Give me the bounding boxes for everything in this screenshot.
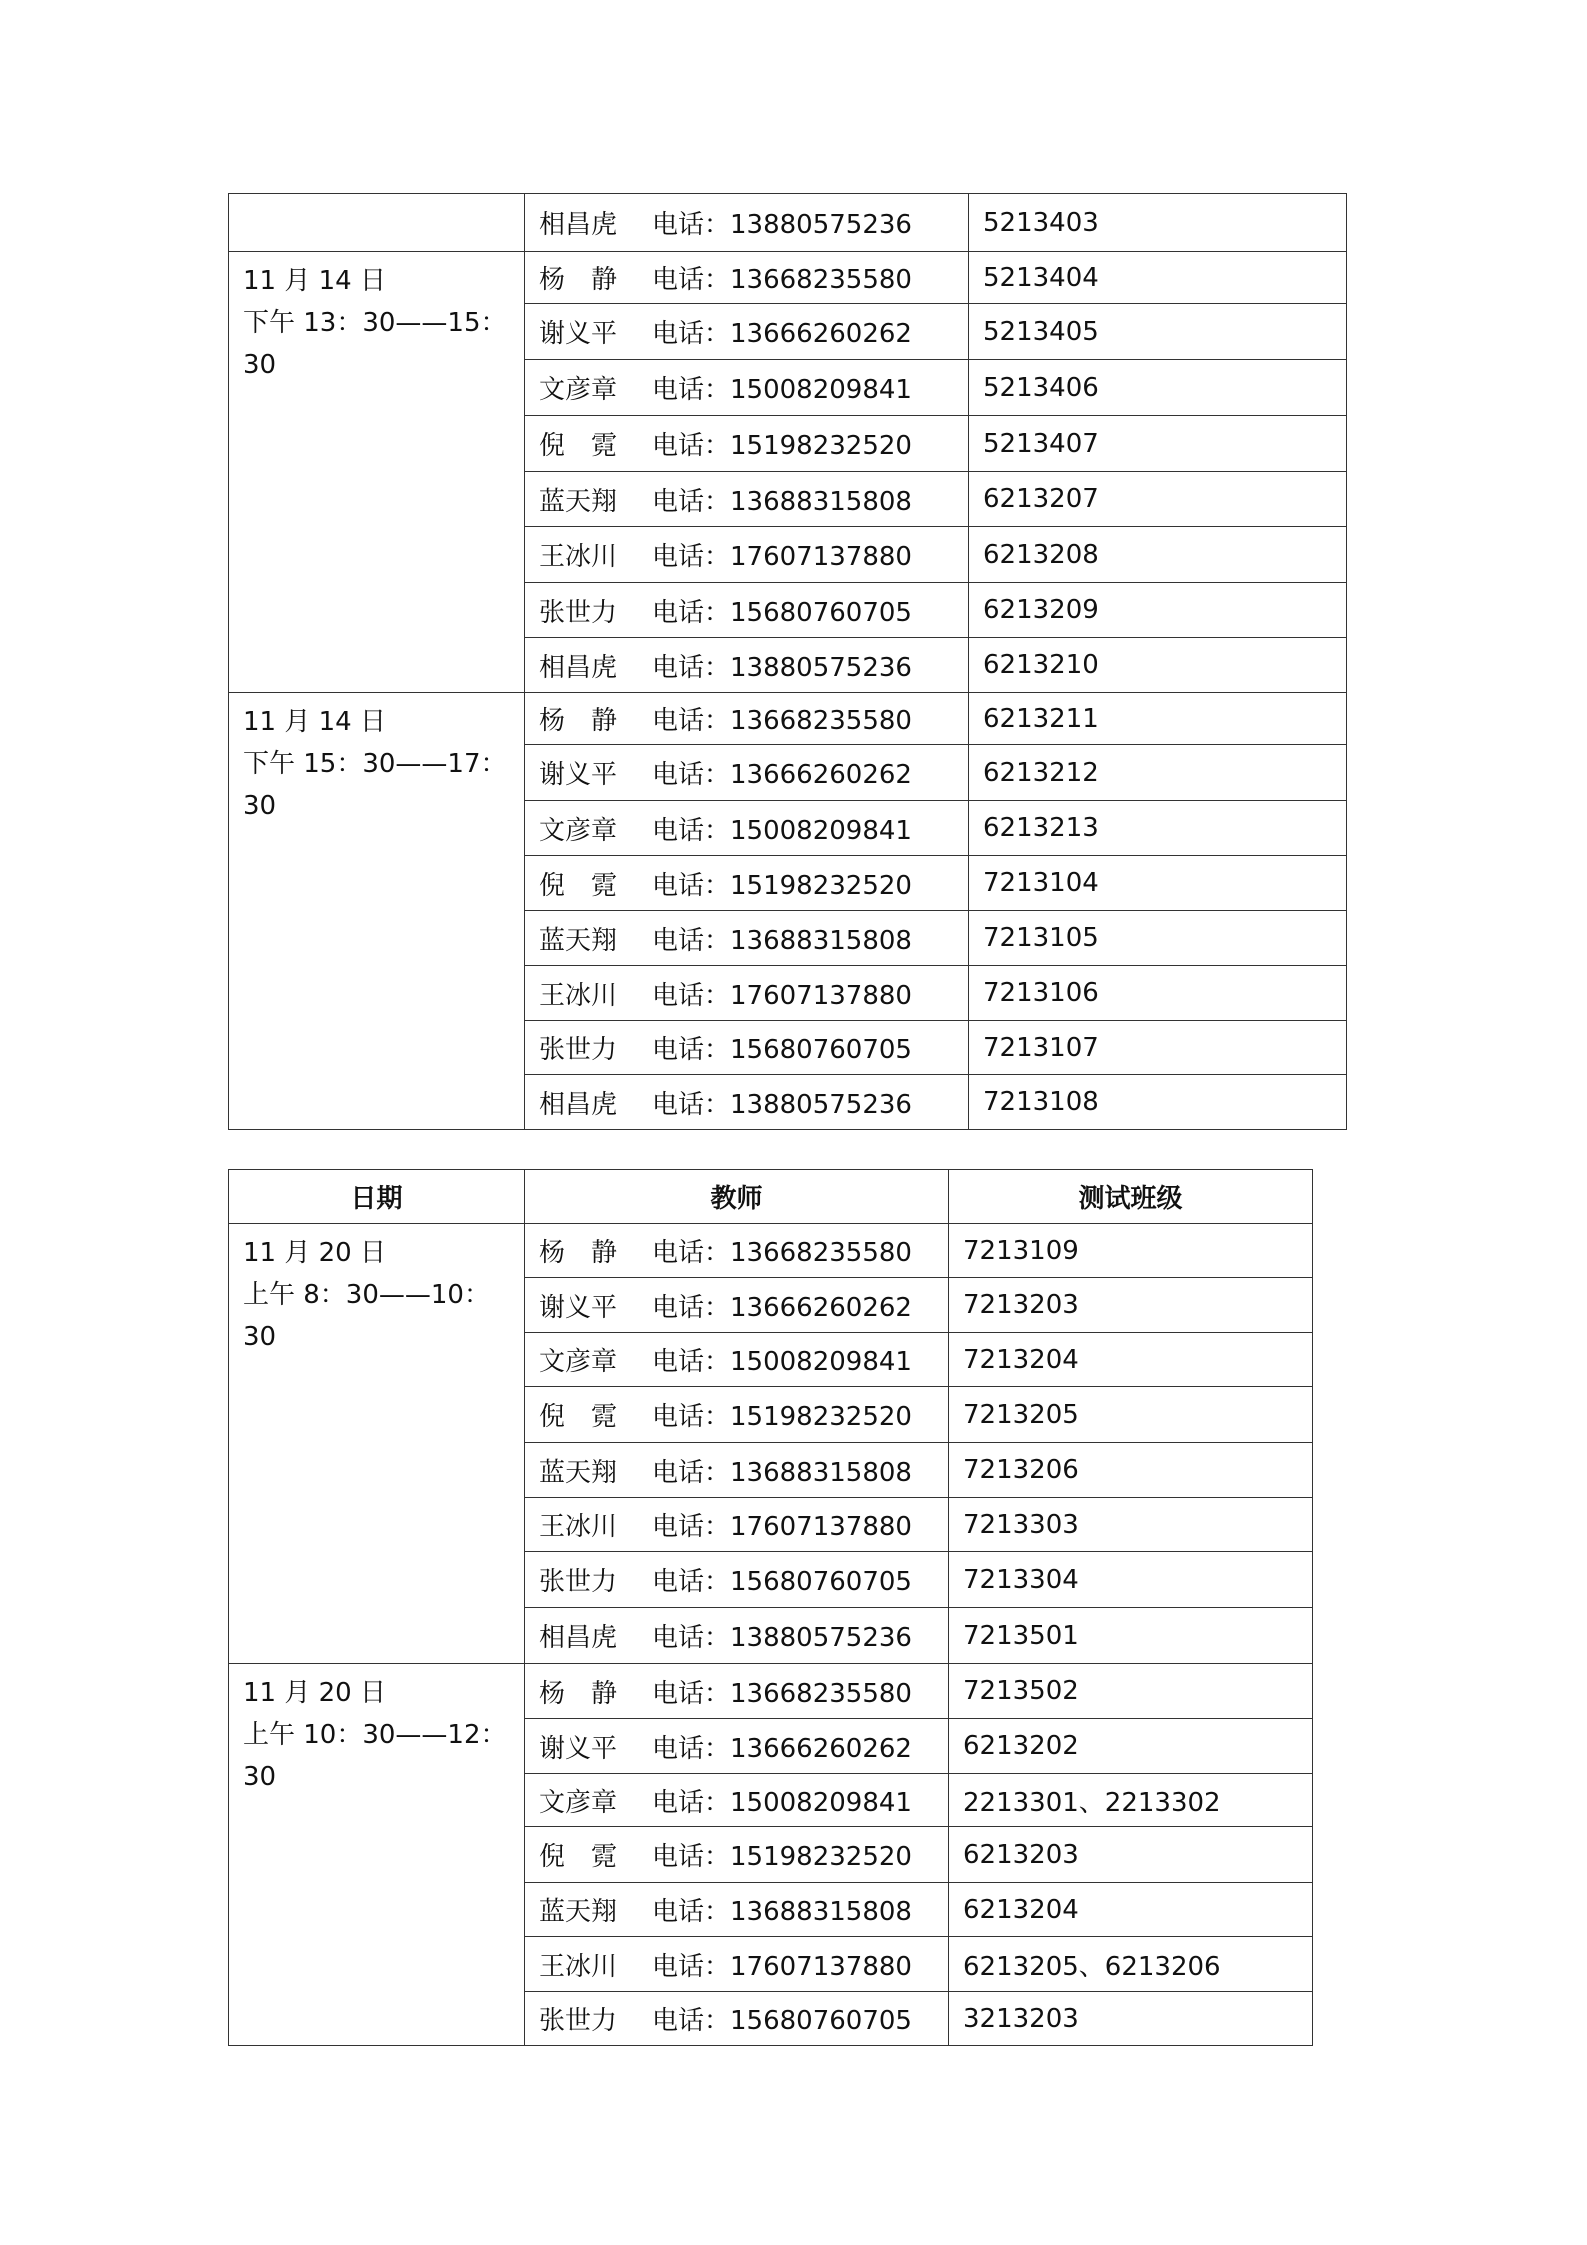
teacher-name: 杨 静 xyxy=(539,1238,618,1268)
teacher-name: 杨 静 xyxy=(539,706,618,736)
teacher-phone: 电话：15680760705 xyxy=(652,1035,912,1065)
teacher-phone: 电话：15680760705 xyxy=(652,2006,912,2036)
teacher-cell xyxy=(525,1075,969,1130)
test-class-cell: 6213211 xyxy=(969,693,1347,745)
date-cell xyxy=(229,194,525,252)
time-range: 上午 8：30——10：30 xyxy=(243,1280,490,1352)
date-cell xyxy=(229,693,525,1130)
teacher-name: 蓝天翔 xyxy=(539,1457,618,1488)
test-class-cell: 6213202 xyxy=(949,1719,1313,1774)
teacher-cell xyxy=(525,1498,949,1552)
teacher-phone: 电话：13880575236 xyxy=(652,1089,912,1120)
teacher-cell xyxy=(525,745,969,801)
teacher-cell xyxy=(525,194,969,252)
teacher-cell xyxy=(525,360,969,416)
teacher-cell xyxy=(525,801,969,856)
teacher-name: 倪 霓 xyxy=(539,431,618,461)
teacher-phone: 电话：13880575236 xyxy=(652,652,912,683)
teacher-cell xyxy=(525,638,969,693)
teacher-phone: 电话：15198232520 xyxy=(652,1842,912,1872)
teacher-phone: 电话：13688315808 xyxy=(652,925,912,956)
teacher-cell xyxy=(525,1333,949,1387)
date-cell xyxy=(229,1664,525,2046)
test-class-cell: 5213403 xyxy=(969,194,1347,252)
schedule-table xyxy=(228,1169,1313,2046)
test-class-cell: 6213205、6213206 xyxy=(949,1937,1313,1992)
test-class-cell: 7213105 xyxy=(969,911,1347,966)
teacher-name: 蓝天翔 xyxy=(539,925,618,956)
date-day: 11 月 20 日 xyxy=(243,1678,386,1708)
teacher-cell xyxy=(525,527,969,583)
header-test-class: 测试班级 xyxy=(949,1170,1313,1224)
teacher-name: 文彦章 xyxy=(539,1347,618,1377)
teacher-cell xyxy=(525,583,969,638)
date-cell xyxy=(229,252,525,693)
teacher-phone: 电话：17607137880 xyxy=(652,542,912,572)
header-teacher: 教师 xyxy=(525,1170,949,1224)
header-row xyxy=(229,1170,1313,1224)
teacher-cell xyxy=(525,1278,949,1333)
teacher-phone: 电话：15008209841 xyxy=(652,1347,912,1377)
teacher-name: 王冰川 xyxy=(539,1512,618,1542)
table-row xyxy=(229,1224,1313,1278)
teacher-name: 谢义平 xyxy=(539,319,618,349)
teacher-phone: 电话：15198232520 xyxy=(652,431,912,461)
test-class-cell: 5213406 xyxy=(969,360,1347,416)
teacher-phone: 电话：15008209841 xyxy=(652,375,912,405)
teacher-phone: 电话：13880575236 xyxy=(652,210,912,240)
teacher-cell xyxy=(525,1992,949,2046)
time-range: 下午 13：30——15：30 xyxy=(243,308,507,380)
teacher-cell xyxy=(525,304,969,360)
test-class-cell: 3213203 xyxy=(949,1992,1313,2046)
teacher-name: 文彦章 xyxy=(539,815,618,846)
test-class-cell: 6213213 xyxy=(969,801,1347,856)
table-row xyxy=(229,693,1347,745)
teacher-phone: 电话：15198232520 xyxy=(652,1402,912,1432)
teacher-name: 蓝天翔 xyxy=(539,486,618,517)
teacher-cell xyxy=(525,911,969,966)
test-class-cell: 7213108 xyxy=(969,1075,1347,1130)
teacher-phone: 电话：13666260262 xyxy=(652,760,912,790)
teacher-phone: 电话：13668235580 xyxy=(652,265,912,295)
teacher-cell xyxy=(525,856,969,911)
teacher-phone: 电话：15198232520 xyxy=(652,870,912,901)
schedule-table-continued xyxy=(228,193,1347,1130)
test-class-cell: 7213206 xyxy=(949,1443,1313,1498)
teacher-cell xyxy=(525,1827,949,1883)
teacher-name: 王冰川 xyxy=(539,980,618,1011)
test-class-cell: 7213502 xyxy=(949,1664,1313,1719)
teacher-cell xyxy=(525,1774,949,1827)
teacher-phone: 电话：13880575236 xyxy=(652,1623,912,1653)
date-day: 11 月 14 日 xyxy=(243,707,386,737)
teacher-cell xyxy=(525,252,969,304)
teacher-name: 倪 霓 xyxy=(539,1402,618,1432)
teacher-cell xyxy=(525,1387,949,1443)
teacher-name: 张世力 xyxy=(539,597,618,628)
test-class-cell: 6213210 xyxy=(969,638,1347,693)
test-class-cell: 7213205 xyxy=(949,1387,1313,1443)
teacher-cell xyxy=(525,1552,949,1608)
teacher-name: 倪 霓 xyxy=(539,1842,618,1872)
teacher-phone: 电话：13666260262 xyxy=(652,319,912,349)
teacher-name: 王冰川 xyxy=(539,1951,618,1982)
teacher-phone: 电话：13668235580 xyxy=(652,706,912,736)
teacher-cell xyxy=(525,1224,949,1278)
teacher-phone: 电话：13688315808 xyxy=(652,1457,912,1488)
teacher-name: 杨 静 xyxy=(539,265,618,295)
teacher-cell xyxy=(525,1937,949,1992)
teacher-phone: 电话：15680760705 xyxy=(652,1567,912,1597)
teacher-phone: 电话：17607137880 xyxy=(652,1951,912,1982)
test-class-cell: 7213303 xyxy=(949,1498,1313,1552)
test-class-cell: 6213204 xyxy=(949,1883,1313,1937)
teacher-cell xyxy=(525,966,969,1021)
teacher-name: 张世力 xyxy=(539,2006,618,2036)
teacher-name: 相昌虎 xyxy=(539,210,618,240)
date-day: 11 月 20 日 xyxy=(243,1238,386,1268)
test-class-cell: 5213404 xyxy=(969,252,1347,304)
teacher-cell xyxy=(525,1719,949,1774)
teacher-name: 谢义平 xyxy=(539,1733,618,1764)
header-date: 日期 xyxy=(229,1170,525,1224)
teacher-name: 相昌虎 xyxy=(539,1089,618,1120)
teacher-name: 文彦章 xyxy=(539,375,618,405)
teacher-name: 谢义平 xyxy=(539,760,618,790)
test-class-cell: 2213301、2213302 xyxy=(949,1774,1313,1827)
teacher-phone: 电话：15680760705 xyxy=(652,597,912,628)
teacher-phone: 电话：13666260262 xyxy=(652,1733,912,1764)
test-class-cell: 7213107 xyxy=(969,1021,1347,1075)
table-row xyxy=(229,194,1347,252)
test-class-cell: 7213501 xyxy=(949,1608,1313,1664)
teacher-phone: 电话：13688315808 xyxy=(652,1897,912,1927)
time-range: 上午 10：30——12：30 xyxy=(243,1720,507,1792)
teacher-phone: 电话：15008209841 xyxy=(652,1787,912,1818)
teacher-cell xyxy=(525,1443,949,1498)
teacher-name: 王冰川 xyxy=(539,542,618,572)
teacher-phone: 电话：13668235580 xyxy=(652,1238,912,1268)
table-row xyxy=(229,1664,1313,1719)
test-class-cell: 6213203 xyxy=(949,1827,1313,1883)
teacher-phone: 电话：13668235580 xyxy=(652,1678,912,1709)
date-cell xyxy=(229,1224,525,1664)
teacher-phone: 电话：17607137880 xyxy=(652,1512,912,1542)
test-class-cell: 6213208 xyxy=(969,527,1347,583)
teacher-phone: 电话：17607137880 xyxy=(652,980,912,1011)
teacher-name: 杨 静 xyxy=(539,1678,618,1709)
test-class-cell: 6213212 xyxy=(969,745,1347,801)
teacher-name: 张世力 xyxy=(539,1567,618,1597)
teacher-cell xyxy=(525,416,969,472)
time-range: 下午 15：30——17：30 xyxy=(243,749,507,821)
teacher-name: 相昌虎 xyxy=(539,652,618,683)
teacher-cell xyxy=(525,693,969,745)
test-class-cell: 6213207 xyxy=(969,472,1347,527)
teacher-phone: 电话：13666260262 xyxy=(652,1292,912,1323)
teacher-name: 倪 霓 xyxy=(539,870,618,901)
teacher-cell xyxy=(525,1608,949,1664)
teacher-name: 张世力 xyxy=(539,1035,618,1065)
test-class-cell: 7213106 xyxy=(969,966,1347,1021)
test-class-cell: 6213209 xyxy=(969,583,1347,638)
test-class-cell: 7213304 xyxy=(949,1552,1313,1608)
test-class-cell: 5213405 xyxy=(969,304,1347,360)
test-class-cell: 7213204 xyxy=(949,1333,1313,1387)
teacher-name: 蓝天翔 xyxy=(539,1897,618,1927)
teacher-cell xyxy=(525,472,969,527)
schedule-table-body xyxy=(229,1224,1313,2046)
teacher-cell xyxy=(525,1664,949,1719)
teacher-cell xyxy=(525,1883,949,1937)
teacher-name: 文彦章 xyxy=(539,1787,618,1818)
teacher-phone: 电话：15008209841 xyxy=(652,815,912,846)
date-day: 11 月 14 日 xyxy=(243,266,386,296)
teacher-cell xyxy=(525,1021,969,1075)
test-class-cell: 7213203 xyxy=(949,1278,1313,1333)
test-class-cell: 5213407 xyxy=(969,416,1347,472)
teacher-phone: 电话：13688315808 xyxy=(652,486,912,517)
schedule-table-body xyxy=(229,194,1347,1130)
teacher-name: 谢义平 xyxy=(539,1292,618,1323)
test-class-cell: 7213109 xyxy=(949,1224,1313,1278)
test-class-cell: 7213104 xyxy=(969,856,1347,911)
teacher-name: 相昌虎 xyxy=(539,1623,618,1653)
table-row xyxy=(229,252,1347,304)
